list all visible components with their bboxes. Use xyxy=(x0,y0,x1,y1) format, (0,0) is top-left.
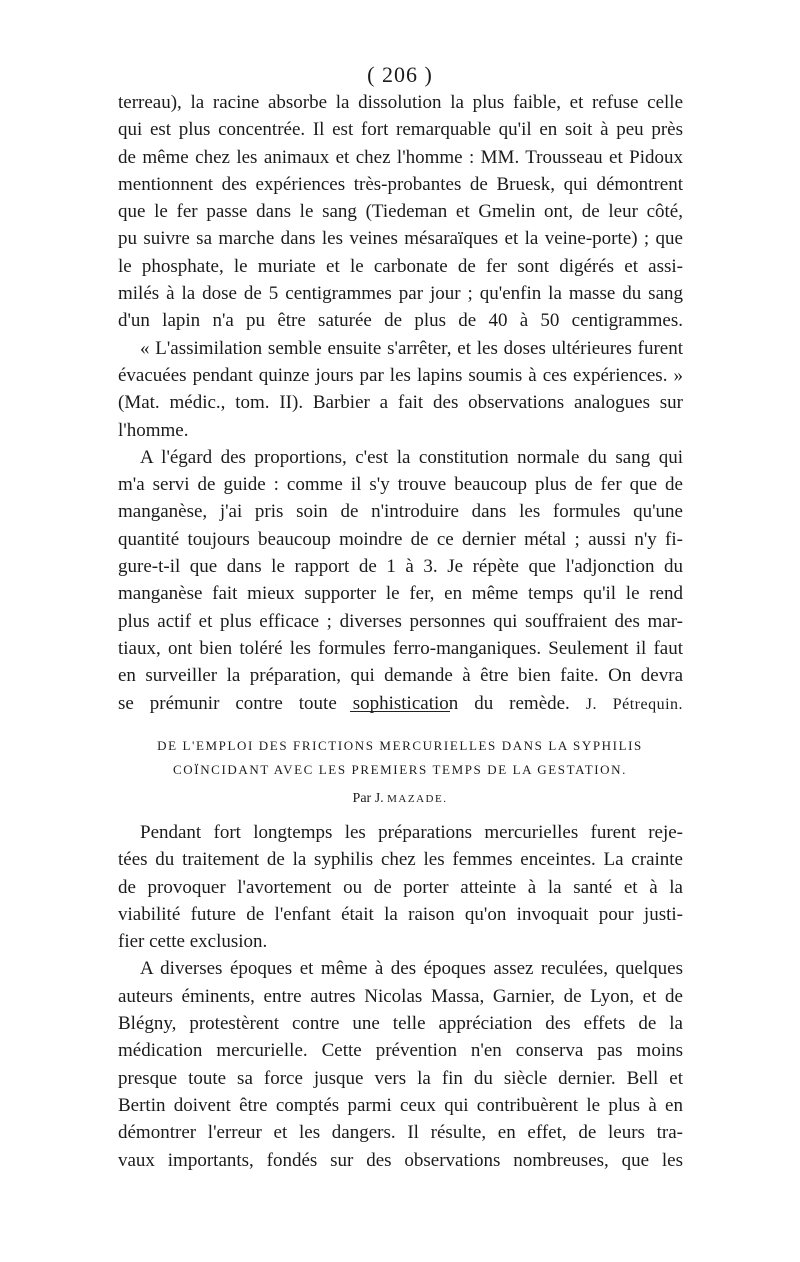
text-line: presque toute sa force jusque vers la fin du siècle dernier. Bell et xyxy=(118,1067,683,1089)
author-signature: J. Pétrequin. xyxy=(585,695,684,713)
text-line: d'un lapin n'a pu être saturée de plus de 40 à 50 centigrammes. xyxy=(118,310,683,332)
text-line-with-signature xyxy=(118,690,683,717)
text-line: milés à la dose de 5 centigrammes par jour ; qu'enfin la masse du sang xyxy=(118,283,683,305)
text-line: fier cette exclusion. xyxy=(118,931,268,953)
text-line: qui est plus concentrée. Il est fort remarquable qu'il en soit à peu près xyxy=(118,119,683,141)
text-line: quantité toujours beaucoup moindre de ce dernier métal ; aussi n'y fi- xyxy=(118,528,683,550)
text-line: mentionnent des expériences très-probantes de Bruesk, qui démontrent xyxy=(118,173,683,195)
text-line: « L'assimilation semble ensuite s'arrêter, et les doses ultérieures furent xyxy=(140,337,683,359)
text-line: évacuées pendant quinze jours par les lapins soumis à ces expériences. » xyxy=(118,364,683,386)
text-line: médication mercurielle. Cette prévention n'en conserva pas moins xyxy=(118,1040,683,1062)
text-line: A l'égard des proportions, c'est la constitution normale du sang qui xyxy=(140,446,683,468)
page-number: ( 206 ) xyxy=(367,62,433,87)
text-line: en surveiller la préparation, qui demande à être bien faite. On devra xyxy=(118,665,683,687)
article-title-line-2: COÏNCIDANT AVEC LES PREMIERS TEMPS DE LA GESTATION. xyxy=(173,762,627,777)
text-line: que le fer passe dans le sang (Tiedeman et Gmelin ont, de leur côté, xyxy=(118,201,683,223)
text-line: (Mat. médic., tom. II). Barbier a fait des observations analogues sur xyxy=(118,392,683,414)
article-title-line-1: DE L'EMPLOI DES FRICTIONS MERCURIELLES DANS LA SYPHILIS xyxy=(157,738,643,753)
text-line: Blégny, protestèrent contre une telle appréciation des effets de la xyxy=(118,1013,683,1035)
text-line: le phosphate, le muriate et le carbonate de fer sont digérés et assi- xyxy=(118,255,683,277)
text-line: A diverses époques et même à des époques assez reculées, quelques xyxy=(140,958,683,980)
text-line: pu suivre sa marche dans les veines mésaraïques et la veine-porte) ; que xyxy=(118,228,683,250)
text-line: m'a servi de guide : comme il s'y trouve beaucoup plus de fer que de xyxy=(118,474,683,496)
bottom-text-block xyxy=(118,819,683,1174)
text-line: l'homme. xyxy=(118,419,189,441)
text-line: vaux importants, fondés sur des observations nombreuses, que les xyxy=(118,1149,683,1171)
text-line: gure-t-il que dans le rapport de 1 à 3. Je répète que l'adjonction du xyxy=(118,556,683,578)
byline xyxy=(0,791,800,807)
text-line: tiaux, ont bien toléré les formules ferro-manganiques. Seulement il faut xyxy=(118,637,683,659)
top-text-block xyxy=(118,89,683,717)
text-line: Pendant fort longtemps les préparations mercurielles furent reje- xyxy=(140,822,683,843)
text-line: démontrer l'erreur et les dangers. Il résulte, en effet, de leurs tra- xyxy=(118,1122,683,1144)
text-line: auteurs éminents, entre autres Nicolas Massa, Garnier, de Lyon, et de xyxy=(118,985,683,1007)
text-line: tées du traitement de la syphilis chez les femmes enceintes. La crainte xyxy=(118,849,683,871)
text-line: viabilité future de l'enfant était la raison qu'on invoquait pour justi- xyxy=(118,903,683,925)
text-line: se prémunir contre toute sophistication du remède. xyxy=(118,692,570,714)
text-line: terreau), la racine absorbe la dissolution la plus faible, et refuse celle xyxy=(118,92,683,113)
text-line: de même chez les animaux et chez l'homme : MM. Trousseau et Pidoux xyxy=(118,146,683,168)
byline-prefix: Par J. xyxy=(352,791,384,806)
text-line: manganèse, j'ai pris soin de n'introduire dans les formules qu'une xyxy=(118,501,683,523)
section-divider xyxy=(350,711,450,712)
byline-author: MAZADE. xyxy=(387,793,448,805)
text-line: Bertin doivent être comptés parmi ceux qui contribuèrent le plus à en xyxy=(118,1094,683,1116)
text-line: plus actif et plus efficace ; diverses personnes qui souffraient des mar- xyxy=(118,610,683,632)
text-line: de provoquer l'avortement ou de porter atteinte à la santé et à la xyxy=(118,876,683,898)
text-line: manganèse fait mieux supporter le fer, en même temps qu'il le rend xyxy=(118,583,683,605)
